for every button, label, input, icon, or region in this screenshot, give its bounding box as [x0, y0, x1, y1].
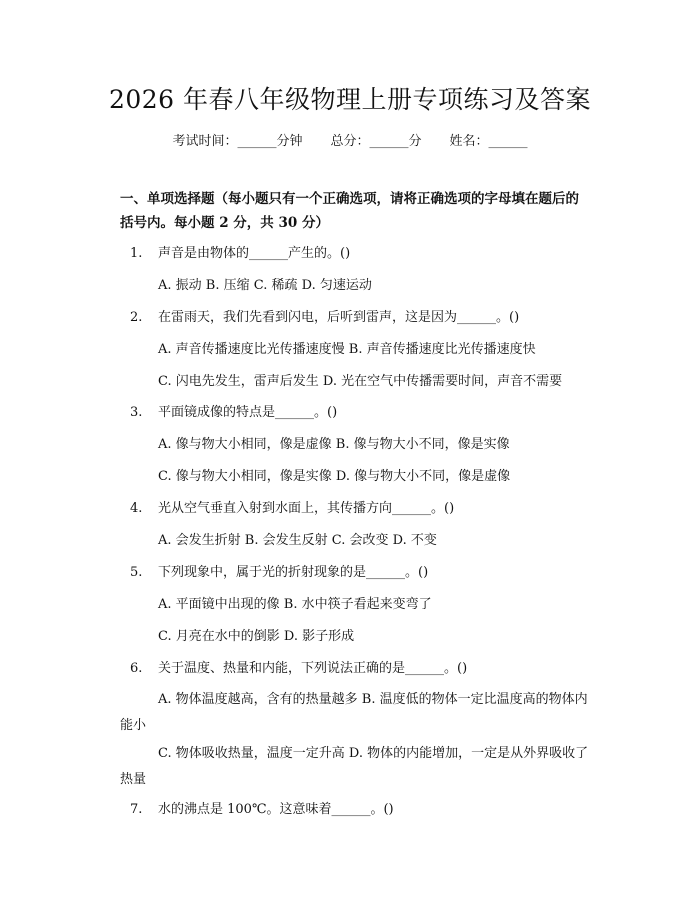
question-3-options-cd: C. 像与物大小相同，像是实像 D. 像与物大小不同，像是虚像 — [158, 469, 511, 484]
question-7 — [130, 800, 394, 820]
question-number: 7. — [130, 802, 143, 817]
question-stem: 声音是由物体的______产生的。() — [158, 246, 351, 261]
question-6-options-cd: C. 物体吸收热量，温度一定升高 D. 物体的内能增加，一定是从外界吸收了热量 — [120, 746, 589, 787]
question-5-options-cd: C. 月亮在水中的倒影 D. 影子形成 — [158, 629, 355, 644]
question-stem: 下列现象中，属于光的折射现象的是______。() — [158, 565, 429, 580]
question-6-options-ab: A. 物体温度越高，含有的热量越多 B. 温度低的物体一定比温度高的物体内能小 — [120, 692, 588, 733]
question-1 — [130, 244, 350, 264]
question-5 — [130, 563, 428, 583]
question-3 — [130, 403, 337, 423]
question-number: 1. — [130, 246, 143, 261]
question-6 — [130, 659, 467, 679]
question-2-options-cd: C. 闪电先发生，雷声后发生 D. 光在空气中传播需要时间，声音不需要 — [158, 374, 563, 389]
question-stem: 在雷雨天，我们先看到闪电，后听到雷声，这是因为______。() — [158, 310, 520, 325]
document-title: 2026 年春八年级物理上册专项练习及答案 — [108, 85, 592, 114]
question-3-options-ab: A. 像与物大小相同，像是虚像 B. 像与物大小不同，像是实像 — [158, 437, 510, 452]
question-stem: 光从空气垂直入射到水面上，其传播方向______。() — [158, 501, 455, 516]
question-4 — [130, 499, 454, 519]
question-stem: 关于温度、热量和内能，下列说法正确的是______。() — [158, 661, 468, 676]
question-4-options: A. 会发生折射 B. 会发生反射 C. 会改变 D. 不变 — [158, 533, 437, 548]
question-5-options-ab: A. 平面镜中出现的像 B. 水中筷子看起来变弯了 — [158, 597, 432, 612]
total-score-field: 总分：______分 — [330, 134, 422, 149]
section-heading: 一、单项选择题（每小题只有一个正确选项，请将正确选项的字母填在题后的括号内。每小题 2 分，共 30 分） — [120, 191, 579, 231]
question-number: 3. — [130, 405, 143, 420]
question-number: 5. — [130, 565, 143, 580]
question-number: 2. — [130, 310, 143, 325]
question-stem: 平面镜成像的特点是______。() — [158, 405, 338, 420]
name-field: 姓名：______ — [449, 134, 528, 149]
question-stem: 水的沸点是 100℃。这意味着______。() — [158, 802, 394, 817]
exam-time-field: 考试时间：______分钟 — [172, 134, 303, 149]
exam-info-line — [0, 130, 700, 149]
question-number: 6. — [130, 661, 143, 676]
question-1-options: A. 振动 B. 压缩 C. 稀疏 D. 匀速运动 — [158, 278, 372, 293]
question-2-options-ab: A. 声音传播速度比光传播速度慢 B. 声音传播速度比光传播速度快 — [158, 342, 536, 357]
question-2 — [130, 308, 519, 328]
question-number: 4. — [130, 501, 143, 516]
